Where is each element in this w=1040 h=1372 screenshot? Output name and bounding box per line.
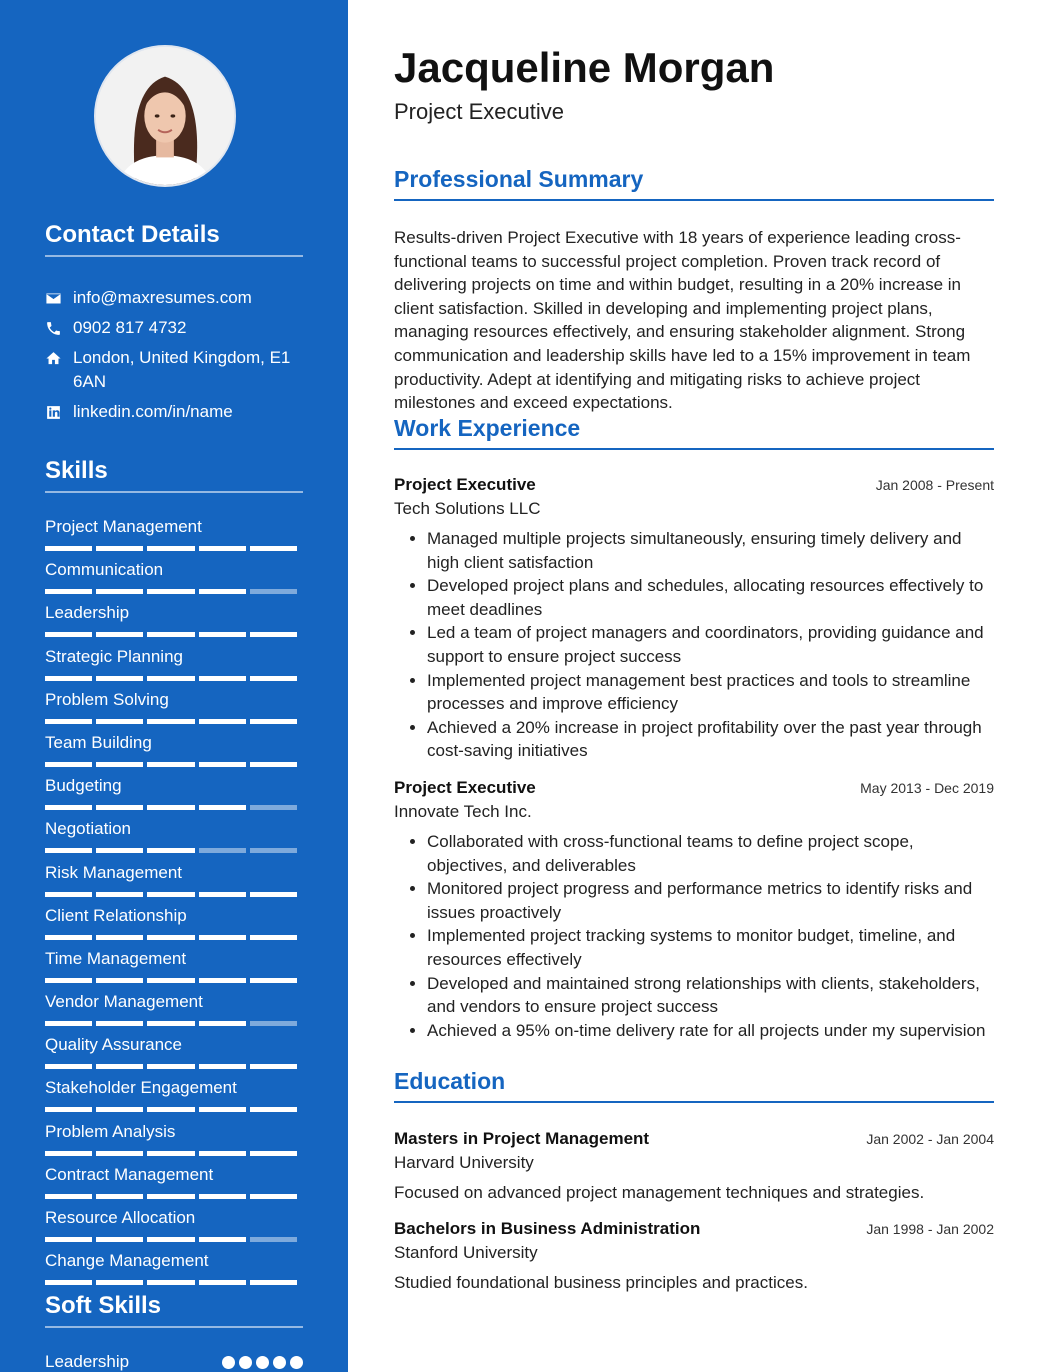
degree-title: Bachelors in Business Administration [394, 1219, 701, 1238]
school-name: Harvard University [394, 1153, 534, 1172]
portrait-illustration [96, 47, 234, 185]
job-date: Jan 2008 - Present [875, 477, 994, 493]
contact-phone[interactable] [45, 316, 303, 340]
job-bullet: • Managed multiple projects simultaneously, ensuring timely delivery and high client satisfaction [427, 527, 994, 574]
skill-level-segment [199, 892, 246, 897]
skills-heading: Skills [45, 457, 303, 493]
skill-level-segment [199, 762, 246, 767]
skill-item [45, 861, 303, 904]
skill-level-segment [96, 805, 143, 810]
skill-level-segment [45, 546, 92, 551]
education-description: Focused on advanced project management techniques and strategies. [394, 1183, 925, 1202]
candidate-title: Project Executive [394, 99, 564, 124]
skill-level-segment [250, 719, 297, 724]
job-title: Project Executive [394, 475, 536, 494]
skill-level-segment [250, 1280, 297, 1285]
skill-name: Communication [45, 560, 164, 580]
contact-address-text: London, United Kingdom, E1 6AN [73, 348, 291, 391]
skill-name: Negotiation [45, 819, 132, 839]
skill-item [45, 1120, 303, 1163]
skill-item [45, 774, 303, 817]
skill-name: Budgeting [45, 776, 122, 796]
skill-item [45, 1163, 303, 1206]
rating-dot [222, 1356, 235, 1369]
skill-level-bar [45, 1064, 303, 1069]
contact-linkedin[interactable] [45, 400, 303, 424]
skill-level-segment [147, 1021, 194, 1026]
skill-level-bar [45, 1151, 303, 1156]
skill-level-segment [147, 1151, 194, 1156]
contact-email[interactable] [45, 286, 303, 310]
skill-level-segment [147, 1280, 194, 1285]
job-date: May 2013 - Dec 2019 [860, 780, 994, 796]
rating-dot [256, 1356, 269, 1369]
skill-name: Risk Management [45, 862, 183, 882]
skill-name: Vendor Management [45, 992, 203, 1012]
skill-level-segment [250, 892, 297, 897]
skill-level-segment [45, 676, 92, 681]
skill-level-segment [96, 935, 143, 940]
rating-dot [290, 1356, 303, 1369]
skill-level-segment [45, 589, 92, 594]
skills-list [45, 515, 303, 1292]
skill-level-bar [45, 1280, 303, 1285]
skill-level-segment [147, 978, 194, 983]
skill-level-segment [199, 1064, 246, 1069]
phone-icon [45, 316, 73, 340]
summary-heading: Professional Summary [394, 166, 994, 201]
skill-name: Client Relationship [45, 905, 187, 925]
soft-skills-heading: Soft Skills [45, 1292, 303, 1328]
skill-level-segment [96, 676, 143, 681]
education-date: Jan 1998 - Jan 2002 [866, 1221, 994, 1237]
job-company: Tech Solutions LLC [394, 499, 541, 518]
skill-level-segment [147, 1107, 194, 1112]
skill-level-segment [199, 676, 246, 681]
skill-level-segment [199, 1237, 246, 1242]
contact-email-text: info@maxresumes.com [73, 288, 252, 307]
skill-level-segment [250, 848, 297, 853]
job-bullet: • Collaborated with cross-functional teams to define project scope, objectives, and deliverables [427, 830, 994, 877]
job-bullets [394, 527, 994, 763]
skill-level-segment [199, 1151, 246, 1156]
job-bullet: • Developed project plans and schedules, allocating resources effectively to meet deadlines [427, 574, 994, 621]
contact-linkedin-text: linkedin.com/in/name [73, 402, 233, 421]
linkedin-icon [45, 400, 73, 424]
degree-title: Masters in Project Management [394, 1129, 650, 1148]
skill-level-bar [45, 762, 303, 767]
education-entry [394, 1127, 994, 1205]
soft-skill-name: Leadership [45, 1352, 130, 1371]
skill-level-segment [199, 805, 246, 810]
skill-item [45, 688, 303, 731]
skill-level-segment [250, 546, 297, 551]
summary-text: Results-driven Project Executive with 18 years of experience leading cross-functional teams to successful project completion. Proven track record of delivering projects on time and within budget, resulting in a 20% increase in client satisfaction. Skilled in developing and implementing project plans, managing resources effectively, and ensuring stakeholder alignment. Strong communication and leadership skills have led to a 15% improvement in team productivity. Adept at identifying and mitigating risks to achieve project milestones and exceed expectations. [394, 228, 971, 413]
soft-skill-item [45, 1352, 303, 1372]
skill-level-segment [250, 762, 297, 767]
skill-level-bar [45, 1021, 303, 1026]
education-date: Jan 2002 - Jan 2004 [866, 1131, 994, 1147]
job-bullet: • Achieved a 95% on-time delivery rate for all projects under my supervision [427, 1019, 994, 1043]
skill-level-segment [250, 632, 297, 637]
skill-name: Contract Management [45, 1164, 214, 1184]
skill-level-segment [96, 1151, 143, 1156]
skill-level-segment [199, 848, 246, 853]
skill-item [45, 904, 303, 947]
skill-level-segment [250, 1194, 297, 1199]
skill-level-segment [199, 546, 246, 551]
job-bullet: • Implemented project tracking systems to monitor budget, timeline, and resources effectively [427, 924, 994, 971]
skill-level-segment [96, 632, 143, 637]
skill-level-segment [45, 1151, 92, 1156]
skill-level-segment [199, 1107, 246, 1112]
skill-item [45, 947, 303, 990]
skill-name: Time Management [45, 948, 187, 968]
skill-level-segment [96, 1107, 143, 1112]
soft-skill-rating [222, 1356, 303, 1369]
skill-level-segment [96, 1064, 143, 1069]
skill-item [45, 515, 303, 558]
skill-name: Team Building [45, 732, 152, 752]
skill-level-segment [45, 805, 92, 810]
contact-address [45, 346, 303, 394]
skill-level-segment [147, 676, 194, 681]
rating-dot [273, 1356, 286, 1369]
skill-level-segment [45, 1280, 92, 1285]
skill-level-segment [45, 978, 92, 983]
skill-level-segment [147, 805, 194, 810]
skill-level-bar [45, 935, 303, 940]
skill-level-segment [199, 1021, 246, 1026]
job-entry [394, 776, 994, 1042]
job-bullet: • Achieved a 20% increase in project profitability over the past year through cost-saving initiatives [427, 716, 994, 763]
sidebar [0, 0, 348, 1372]
skill-level-segment [250, 805, 297, 810]
skill-level-segment [147, 892, 194, 897]
rating-dot [239, 1356, 252, 1369]
skill-level-segment [96, 1021, 143, 1026]
skill-level-segment [45, 892, 92, 897]
job-bullet: • Led a team of project managers and coordinators, providing guidance and support to ensure project success [427, 621, 994, 668]
skill-item [45, 1206, 303, 1249]
skill-level-segment [250, 935, 297, 940]
skill-level-segment [147, 719, 194, 724]
skill-level-segment [199, 632, 246, 637]
skill-level-segment [45, 1237, 92, 1242]
skill-item [45, 645, 303, 688]
skill-level-segment [199, 1194, 246, 1199]
skill-level-segment [250, 589, 297, 594]
contact-heading: Contact Details [45, 221, 303, 257]
skill-level-segment [45, 935, 92, 940]
skill-level-segment [96, 892, 143, 897]
job-bullet: • Monitored project progress and performance metrics to identify risks and issues proactively [427, 877, 994, 924]
skill-level-bar [45, 805, 303, 810]
skill-name: Stakeholder Engagement [45, 1078, 237, 1098]
skill-level-segment [147, 848, 194, 853]
skill-level-segment [96, 1194, 143, 1199]
skill-level-segment [250, 978, 297, 983]
skill-name: Problem Solving [45, 689, 169, 709]
skill-level-bar [45, 1194, 303, 1199]
profile-photo [94, 45, 236, 187]
job-bullet: • Implemented project management best practices and tools to streamline processes and improve efficiency [427, 669, 994, 716]
skill-level-segment [147, 1064, 194, 1069]
skill-level-bar [45, 848, 303, 853]
skill-level-segment [250, 1107, 297, 1112]
job-title: Project Executive [394, 778, 536, 797]
skill-level-segment [45, 848, 92, 853]
skill-level-segment [199, 719, 246, 724]
contact-phone-text: 0902 817 4732 [73, 318, 187, 337]
job-bullets [394, 830, 994, 1042]
experience-heading: Work Experience [394, 415, 994, 450]
school-name: Stanford University [394, 1243, 538, 1262]
home-icon [45, 346, 73, 370]
skill-level-segment [147, 935, 194, 940]
skill-level-segment [250, 1021, 297, 1026]
envelope-icon [45, 286, 73, 310]
skill-level-segment [96, 589, 143, 594]
skill-level-segment [199, 589, 246, 594]
skill-level-segment [96, 1237, 143, 1242]
skill-level-segment [250, 1237, 297, 1242]
skill-level-bar [45, 589, 303, 594]
skill-name: Leadership [45, 603, 130, 623]
skill-item [45, 1249, 303, 1292]
skill-item [45, 1033, 303, 1076]
skill-name: Change Management [45, 1251, 209, 1271]
skill-level-segment [199, 1280, 246, 1285]
skill-level-bar [45, 546, 303, 551]
education-entry [394, 1217, 994, 1295]
skill-name: Project Management [45, 517, 202, 536]
skill-level-segment [147, 589, 194, 594]
skill-item [45, 1076, 303, 1119]
skill-level-segment [45, 632, 92, 637]
skill-level-bar [45, 1237, 303, 1242]
skill-level-bar [45, 1107, 303, 1112]
skill-level-bar [45, 719, 303, 724]
skill-item [45, 601, 303, 644]
skill-name: Strategic Planning [45, 646, 183, 666]
skill-item [45, 558, 303, 601]
skill-level-segment [96, 719, 143, 724]
skill-level-bar [45, 632, 303, 637]
skill-level-segment [45, 719, 92, 724]
skill-level-segment [45, 1021, 92, 1026]
skill-level-bar [45, 978, 303, 983]
skill-level-segment [147, 1237, 194, 1242]
skill-item [45, 731, 303, 774]
education-heading: Education [394, 1068, 994, 1103]
job-bullet: • Developed and maintained strong relationships with clients, stakeholders, and vendors to ensure project success [427, 972, 994, 1019]
skill-level-segment [199, 935, 246, 940]
skill-level-segment [96, 848, 143, 853]
skill-level-segment [45, 1194, 92, 1199]
skill-level-segment [96, 762, 143, 767]
skill-item [45, 990, 303, 1033]
skill-name: Quality Assurance [45, 1035, 183, 1055]
skill-level-segment [45, 1064, 92, 1069]
skill-level-segment [147, 762, 194, 767]
skill-level-segment [96, 1280, 143, 1285]
skill-name: Problem Analysis [45, 1121, 176, 1141]
job-entry [394, 473, 994, 763]
skill-level-segment [96, 978, 143, 983]
skill-level-segment [199, 978, 246, 983]
skill-level-segment [147, 546, 194, 551]
education-description: Studied foundational business principles and practices. [394, 1273, 808, 1292]
skill-level-bar [45, 676, 303, 681]
skill-level-bar [45, 892, 303, 897]
skill-level-segment [147, 632, 194, 637]
contact-list [45, 286, 303, 430]
candidate-name: Jacqueline Morgan [394, 44, 775, 91]
skill-level-segment [45, 762, 92, 767]
skill-level-segment [96, 546, 143, 551]
skill-name: Resource Allocation [45, 1208, 196, 1227]
skill-level-segment [250, 1064, 297, 1069]
job-company: Innovate Tech Inc. [394, 802, 532, 821]
skill-level-segment [45, 1107, 92, 1112]
skill-level-segment [250, 1151, 297, 1156]
skill-level-segment [250, 676, 297, 681]
skill-level-segment [147, 1194, 194, 1199]
skill-item [45, 817, 303, 860]
